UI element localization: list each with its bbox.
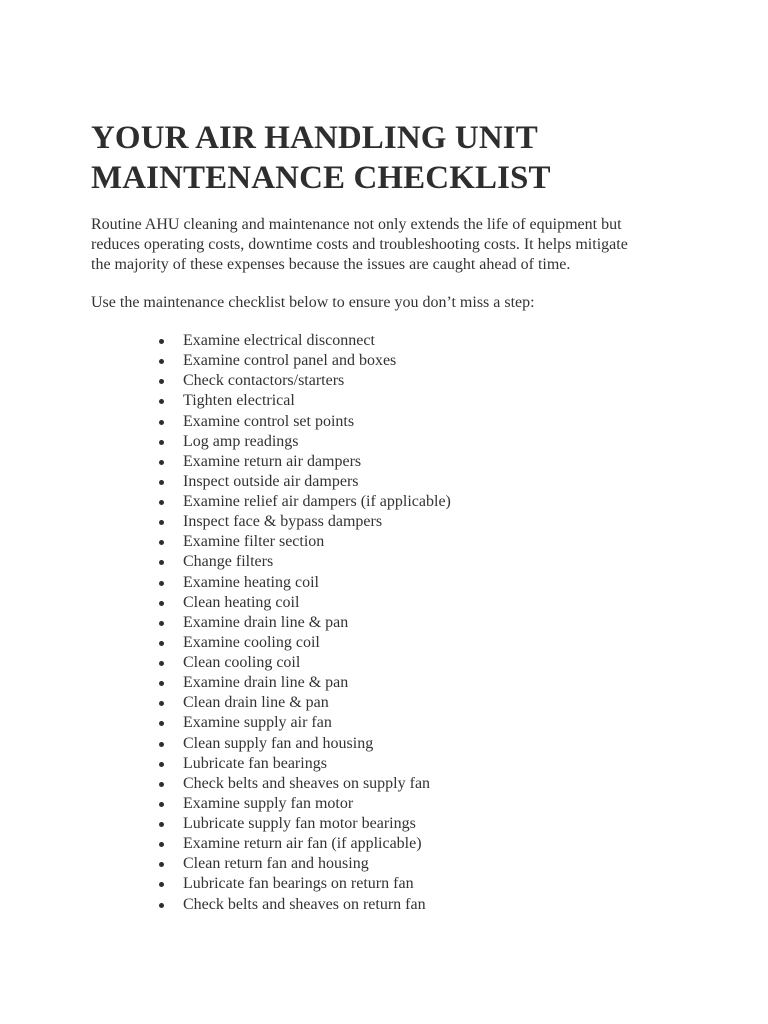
checklist-item <box>157 532 451 552</box>
checklist-item-label: Inspect outside air dampers <box>183 472 359 490</box>
bullet-icon <box>159 339 164 344</box>
checklist-item <box>157 693 451 713</box>
checklist-item-label: Change filters <box>183 553 274 571</box>
checklist-item <box>157 391 451 411</box>
bullet-icon <box>159 440 164 445</box>
checklist-item <box>157 331 451 351</box>
bullet-icon <box>159 762 164 767</box>
bullet-icon <box>159 903 164 908</box>
bullet-icon <box>159 560 164 565</box>
bullet-icon <box>159 641 164 646</box>
checklist-item <box>157 593 451 613</box>
checklist-item <box>157 834 451 854</box>
bullet-icon <box>159 782 164 787</box>
bullet-icon <box>159 581 164 586</box>
checklist-item <box>157 371 451 391</box>
checklist-item-label: Log amp readings <box>183 432 299 450</box>
checklist-item <box>157 412 451 432</box>
bullet-icon <box>159 742 164 747</box>
bullet-icon <box>159 379 164 384</box>
checklist-item-label: Clean cooling coil <box>183 654 301 671</box>
checklist-item-label: Clean supply fan and housing <box>183 734 374 752</box>
checklist-item-label: Examine electrical disconnect <box>183 332 375 349</box>
checklist-item <box>157 472 451 492</box>
bullet-icon <box>159 621 164 626</box>
title-line: YOUR AIR HANDLING UNIT <box>91 120 538 156</box>
checklist-item <box>157 552 451 572</box>
bullet-icon <box>159 842 164 847</box>
checklist-item-label: Examine cooling coil <box>183 633 320 651</box>
bullet-icon <box>159 399 164 404</box>
checklist-item-label: Lubricate supply fan motor bearings <box>183 815 416 832</box>
checklist-item-label: Clean drain line & pan <box>183 694 329 712</box>
bullet-icon <box>159 520 164 525</box>
bullet-icon <box>159 359 164 364</box>
checklist-item-label: Examine drain line & pan <box>183 613 349 631</box>
bullet-icon <box>159 500 164 505</box>
checklist-item-label: Examine heating coil <box>183 573 319 591</box>
page-title <box>91 118 711 198</box>
checklist-item <box>157 874 451 894</box>
checklist-item-label: Examine return air fan (if applicable) <box>183 835 422 853</box>
bullet-icon <box>159 460 164 465</box>
checklist-item <box>157 774 451 794</box>
checklist-item <box>157 794 451 814</box>
checklist-item <box>157 734 451 754</box>
checklist-item <box>157 432 451 452</box>
checklist-item <box>157 452 451 472</box>
checklist-item <box>157 633 451 653</box>
checklist-item <box>157 814 451 834</box>
checklist-item-label: Lubricate fan bearings on return fan <box>183 875 414 893</box>
checklist-item-label: Examine filter section <box>183 533 325 551</box>
checklist-item <box>157 713 451 733</box>
intro-paragraph <box>91 215 691 275</box>
bullet-icon <box>159 721 164 726</box>
bullet-icon <box>159 802 164 807</box>
checklist-item-label: Lubricate fan bearings <box>183 754 327 772</box>
checklist-item <box>157 895 451 915</box>
checklist-item-label: Examine relief air dampers (if applicable) <box>183 493 451 510</box>
checklist-item-label: Examine supply fan motor <box>183 794 354 812</box>
bullet-icon <box>159 882 164 887</box>
title-line: MAINTENANCE CHECKLIST <box>91 160 551 196</box>
checklist-item-label: Examine return air dampers <box>183 452 362 470</box>
checklist-item-label: Check belts and sheaves on supply fan <box>183 774 431 792</box>
bullet-icon <box>159 681 164 686</box>
bullet-icon <box>159 862 164 867</box>
checklist-item-label: Examine supply air fan <box>183 714 332 732</box>
bullet-icon <box>159 420 164 425</box>
checklist-item <box>157 754 451 774</box>
intro-line: the majority of these expenses because the issues are caught ahead of time. <box>91 256 571 273</box>
bullet-icon <box>159 701 164 706</box>
checklist-item-label: Inspect face & bypass dampers <box>183 513 383 531</box>
checklist-item <box>157 573 451 593</box>
bullet-icon <box>159 822 164 827</box>
checklist-item <box>157 613 451 633</box>
intro-line: reduces operating costs, downtime costs and troubleshooting costs. It helps mitigate <box>91 236 628 253</box>
checklist-item-label: Clean return fan and housing <box>183 855 369 873</box>
checklist-item <box>157 512 451 532</box>
maintenance-checklist <box>157 331 451 915</box>
checklist-item <box>157 854 451 874</box>
checklist-item <box>157 673 451 693</box>
checklist-item <box>157 351 451 371</box>
intro-line: Routine AHU cleaning and maintenance not only extends the life of equipment but <box>91 216 622 233</box>
bullet-icon <box>159 540 164 545</box>
checklist-item-label: Tighten electrical <box>183 392 295 410</box>
bullet-icon <box>159 480 164 485</box>
checklist-item-label: Check belts and sheaves on return fan <box>183 895 426 913</box>
checklist-item-label: Examine drain line & pan <box>183 674 349 692</box>
checklist-item <box>157 492 451 512</box>
checklist-item-label: Clean heating coil <box>183 593 300 611</box>
bullet-icon <box>159 661 164 666</box>
checklist-item-label: Examine control panel and boxes <box>183 352 397 370</box>
checklist-item-label: Examine control set points <box>183 412 355 430</box>
checklist-item <box>157 653 451 673</box>
bullet-icon <box>159 601 164 606</box>
checklist-item-label: Check contactors/starters <box>183 372 345 390</box>
lead-paragraph: Use the maintenance checklist below to ensure you don’t miss a step: <box>91 294 535 311</box>
